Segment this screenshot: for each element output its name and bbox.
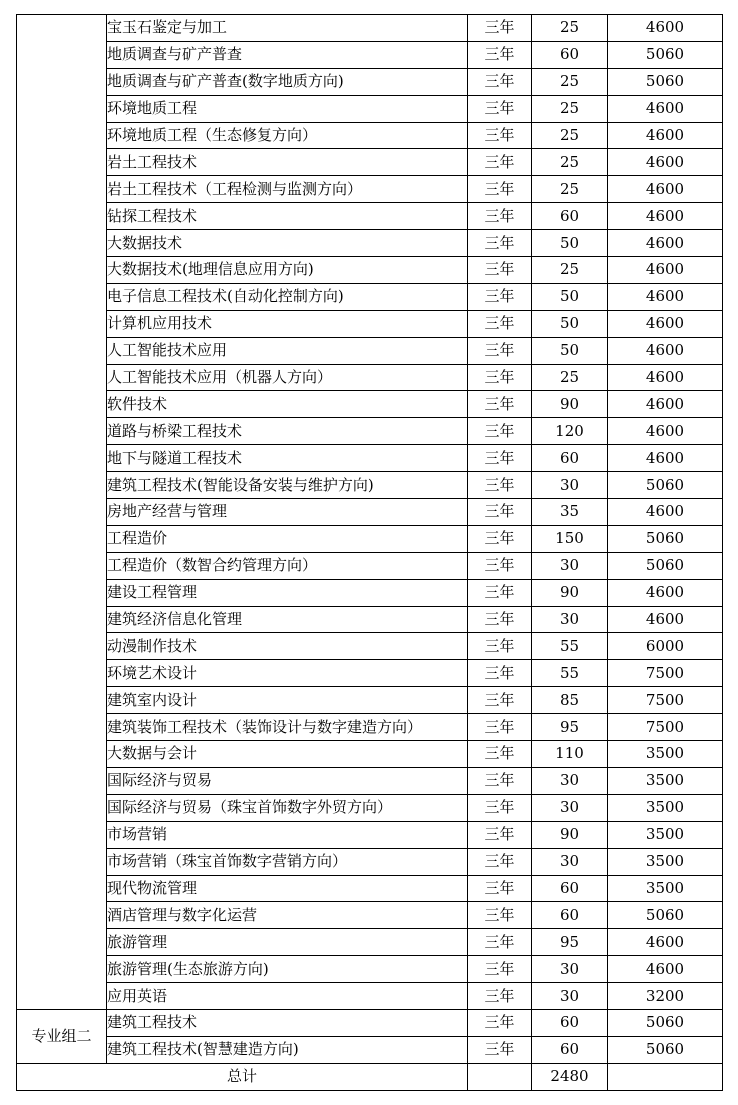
- table-row: [17, 68, 723, 95]
- duration-cell: 三年: [468, 499, 532, 526]
- duration-cell: 三年: [468, 95, 532, 122]
- major-name-cell: 酒店管理与数字化运营: [107, 902, 468, 929]
- major-name-cell: 国际经济与贸易: [107, 767, 468, 794]
- quota-cell: 25: [532, 15, 608, 42]
- table-row: [17, 552, 723, 579]
- quota-cell: 30: [532, 552, 608, 579]
- major-name-cell: 旅游管理: [107, 929, 468, 956]
- quota-cell: 95: [532, 929, 608, 956]
- quota-cell: 150: [532, 525, 608, 552]
- fee-cell: 5060: [608, 902, 723, 929]
- major-name-cell: 建筑室内设计: [107, 687, 468, 714]
- quota-cell: 30: [532, 848, 608, 875]
- quota-cell: 60: [532, 203, 608, 230]
- major-name-cell: 房地产经营与管理: [107, 499, 468, 526]
- major-name-cell: 建筑工程技术(智慧建造方向): [107, 1036, 468, 1063]
- fee-cell: 4600: [608, 606, 723, 633]
- fee-cell: 4600: [608, 956, 723, 983]
- quota-cell: 50: [532, 337, 608, 364]
- table-row: [17, 1009, 723, 1036]
- duration-cell: 三年: [468, 176, 532, 203]
- quota-cell: 90: [532, 579, 608, 606]
- total-duration-cell: [468, 1063, 532, 1090]
- major-name-cell: 国际经济与贸易（珠宝首饰数字外贸方向）: [107, 794, 468, 821]
- table-row: [17, 660, 723, 687]
- major-name-cell: 岩土工程技术: [107, 149, 468, 176]
- major-name-cell: 建筑装饰工程技术（装饰设计与数字建造方向）: [107, 714, 468, 741]
- table-row: [17, 15, 723, 42]
- major-name-cell: 环境地质工程（生态修复方向）: [107, 122, 468, 149]
- duration-cell: 三年: [468, 525, 532, 552]
- fee-cell: 4600: [608, 499, 723, 526]
- table-row: [17, 687, 723, 714]
- table-row: [17, 176, 723, 203]
- table-row: [17, 606, 723, 633]
- fee-cell: 4600: [608, 230, 723, 257]
- duration-cell: 三年: [468, 364, 532, 391]
- duration-cell: 三年: [468, 767, 532, 794]
- duration-cell: 三年: [468, 741, 532, 768]
- fee-cell: 4600: [608, 337, 723, 364]
- quota-cell: 55: [532, 633, 608, 660]
- table-row: [17, 230, 723, 257]
- duration-cell: 三年: [468, 794, 532, 821]
- major-name-cell: 建设工程管理: [107, 579, 468, 606]
- fee-cell: 3500: [608, 875, 723, 902]
- duration-cell: 三年: [468, 472, 532, 499]
- quota-cell: 95: [532, 714, 608, 741]
- fee-cell: 5060: [608, 552, 723, 579]
- quota-cell: 120: [532, 418, 608, 445]
- fee-cell: 3500: [608, 741, 723, 768]
- table-row: [17, 310, 723, 337]
- quota-cell: 90: [532, 391, 608, 418]
- duration-cell: 三年: [468, 848, 532, 875]
- fee-cell: 5060: [608, 41, 723, 68]
- duration-cell: 三年: [468, 310, 532, 337]
- quota-cell: 30: [532, 983, 608, 1010]
- fee-cell: 3500: [608, 821, 723, 848]
- major-name-cell: 宝玉石鉴定与加工: [107, 15, 468, 42]
- major-name-cell: 岩土工程技术（工程检测与监测方向）: [107, 176, 468, 203]
- quota-cell: 25: [532, 95, 608, 122]
- fee-cell: 4600: [608, 391, 723, 418]
- fee-cell: 5060: [608, 525, 723, 552]
- duration-cell: 三年: [468, 445, 532, 472]
- major-name-cell: 计算机应用技术: [107, 310, 468, 337]
- table-row: [17, 848, 723, 875]
- major-name-cell: 现代物流管理: [107, 875, 468, 902]
- total-fee-cell: [608, 1063, 723, 1090]
- quota-cell: 25: [532, 68, 608, 95]
- fee-cell: 3200: [608, 983, 723, 1010]
- duration-cell: 三年: [468, 283, 532, 310]
- table-row: [17, 714, 723, 741]
- major-name-cell: 人工智能技术应用: [107, 337, 468, 364]
- major-name-cell: 建筑工程技术(智能设备安装与维护方向): [107, 472, 468, 499]
- table-row: [17, 1036, 723, 1063]
- duration-cell: 三年: [468, 633, 532, 660]
- fee-cell: 7500: [608, 660, 723, 687]
- fee-cell: 4600: [608, 929, 723, 956]
- major-name-cell: 环境地质工程: [107, 95, 468, 122]
- table-row: [17, 794, 723, 821]
- fee-cell: 3500: [608, 767, 723, 794]
- major-name-cell: 软件技术: [107, 391, 468, 418]
- enrollment-table: [16, 14, 723, 1091]
- major-name-cell: 建筑经济信息化管理: [107, 606, 468, 633]
- table-row: [17, 122, 723, 149]
- group-label-cell: 专业组二: [17, 1009, 107, 1063]
- major-name-cell: 动漫制作技术: [107, 633, 468, 660]
- major-name-cell: 市场营销（珠宝首饰数字营销方向）: [107, 848, 468, 875]
- duration-cell: 三年: [468, 257, 532, 284]
- fee-cell: 4600: [608, 418, 723, 445]
- major-name-cell: 工程造价: [107, 525, 468, 552]
- duration-cell: 三年: [468, 230, 532, 257]
- quota-cell: 30: [532, 472, 608, 499]
- table-row: [17, 95, 723, 122]
- fee-cell: 4600: [608, 149, 723, 176]
- fee-cell: 4600: [608, 445, 723, 472]
- duration-cell: 三年: [468, 391, 532, 418]
- quota-cell: 60: [532, 1009, 608, 1036]
- major-name-cell: 地质调查与矿产普查: [107, 41, 468, 68]
- duration-cell: 三年: [468, 956, 532, 983]
- major-name-cell: 旅游管理(生态旅游方向): [107, 956, 468, 983]
- fee-cell: 5060: [608, 1036, 723, 1063]
- major-name-cell: 环境艺术设计: [107, 660, 468, 687]
- duration-cell: 三年: [468, 1009, 532, 1036]
- table-row: [17, 929, 723, 956]
- major-name-cell: 地下与隧道工程技术: [107, 445, 468, 472]
- table-row: [17, 418, 723, 445]
- table-row: [17, 391, 723, 418]
- duration-cell: 三年: [468, 15, 532, 42]
- fee-cell: 5060: [608, 472, 723, 499]
- quota-cell: 25: [532, 176, 608, 203]
- duration-cell: 三年: [468, 875, 532, 902]
- fee-cell: 5060: [608, 1009, 723, 1036]
- fee-cell: 5060: [608, 68, 723, 95]
- fee-cell: 4600: [608, 283, 723, 310]
- fee-cell: 4600: [608, 176, 723, 203]
- quota-cell: 60: [532, 902, 608, 929]
- duration-cell: 三年: [468, 902, 532, 929]
- quota-cell: 110: [532, 741, 608, 768]
- fee-cell: 4600: [608, 579, 723, 606]
- major-name-cell: 大数据与会计: [107, 741, 468, 768]
- duration-cell: 三年: [468, 983, 532, 1010]
- quota-cell: 30: [532, 767, 608, 794]
- duration-cell: 三年: [468, 149, 532, 176]
- major-name-cell: 钻探工程技术: [107, 203, 468, 230]
- quota-cell: 60: [532, 41, 608, 68]
- table-row: [17, 525, 723, 552]
- duration-cell: 三年: [468, 821, 532, 848]
- total-quota-cell: 2480: [532, 1063, 608, 1090]
- table-row: [17, 41, 723, 68]
- quota-cell: 50: [532, 230, 608, 257]
- major-name-cell: 大数据技术(地理信息应用方向): [107, 257, 468, 284]
- duration-cell: 三年: [468, 68, 532, 95]
- table-row: [17, 767, 723, 794]
- quota-cell: 25: [532, 364, 608, 391]
- quota-cell: 50: [532, 283, 608, 310]
- quota-cell: 25: [532, 149, 608, 176]
- major-name-cell: 市场营销: [107, 821, 468, 848]
- fee-cell: 3500: [608, 848, 723, 875]
- quota-cell: 30: [532, 606, 608, 633]
- table-row: [17, 741, 723, 768]
- table-row: [17, 257, 723, 284]
- duration-cell: 三年: [468, 579, 532, 606]
- duration-cell: 三年: [468, 203, 532, 230]
- quota-cell: 30: [532, 956, 608, 983]
- quota-cell: 50: [532, 310, 608, 337]
- duration-cell: 三年: [468, 418, 532, 445]
- fee-cell: 4600: [608, 364, 723, 391]
- fee-cell: 4600: [608, 310, 723, 337]
- table-row: [17, 983, 723, 1010]
- duration-cell: 三年: [468, 552, 532, 579]
- table-row: [17, 149, 723, 176]
- duration-cell: 三年: [468, 714, 532, 741]
- major-name-cell: 应用英语: [107, 983, 468, 1010]
- table-row: [17, 499, 723, 526]
- fee-cell: 4600: [608, 95, 723, 122]
- table-row: [17, 283, 723, 310]
- table-row: [17, 821, 723, 848]
- major-name-cell: 人工智能技术应用（机器人方向）: [107, 364, 468, 391]
- quota-cell: 90: [532, 821, 608, 848]
- table-row: [17, 445, 723, 472]
- table-row: [17, 337, 723, 364]
- duration-cell: 三年: [468, 122, 532, 149]
- major-name-cell: 道路与桥梁工程技术: [107, 418, 468, 445]
- major-name-cell: 电子信息工程技术(自动化控制方向): [107, 283, 468, 310]
- quota-cell: 25: [532, 257, 608, 284]
- quota-cell: 55: [532, 660, 608, 687]
- total-row: [17, 1063, 723, 1090]
- major-name-cell: 建筑工程技术: [107, 1009, 468, 1036]
- table-row: [17, 633, 723, 660]
- fee-cell: 4600: [608, 257, 723, 284]
- quota-cell: 85: [532, 687, 608, 714]
- quota-cell: 35: [532, 499, 608, 526]
- fee-cell: 6000: [608, 633, 723, 660]
- duration-cell: 三年: [468, 929, 532, 956]
- table-row: [17, 579, 723, 606]
- table-row: [17, 902, 723, 929]
- quota-cell: 60: [532, 875, 608, 902]
- quota-cell: 25: [532, 122, 608, 149]
- major-name-cell: 大数据技术: [107, 230, 468, 257]
- total-label-cell: 总计: [17, 1063, 468, 1090]
- group-label-cell: [17, 15, 107, 1010]
- table-body: [17, 15, 723, 1091]
- duration-cell: 三年: [468, 1036, 532, 1063]
- table-row: [17, 875, 723, 902]
- duration-cell: 三年: [468, 337, 532, 364]
- table-row: [17, 364, 723, 391]
- table-row: [17, 956, 723, 983]
- quota-cell: 30: [532, 794, 608, 821]
- table-row: [17, 472, 723, 499]
- fee-cell: 4600: [608, 203, 723, 230]
- duration-cell: 三年: [468, 606, 532, 633]
- duration-cell: 三年: [468, 660, 532, 687]
- fee-cell: 3500: [608, 794, 723, 821]
- fee-cell: 4600: [608, 122, 723, 149]
- duration-cell: 三年: [468, 687, 532, 714]
- major-name-cell: 工程造价（数智合约管理方向）: [107, 552, 468, 579]
- fee-cell: 7500: [608, 687, 723, 714]
- fee-cell: 7500: [608, 714, 723, 741]
- table-row: [17, 203, 723, 230]
- quota-cell: 60: [532, 1036, 608, 1063]
- duration-cell: 三年: [468, 41, 532, 68]
- fee-cell: 4600: [608, 15, 723, 42]
- major-name-cell: 地质调查与矿产普查(数字地质方向): [107, 68, 468, 95]
- quota-cell: 60: [532, 445, 608, 472]
